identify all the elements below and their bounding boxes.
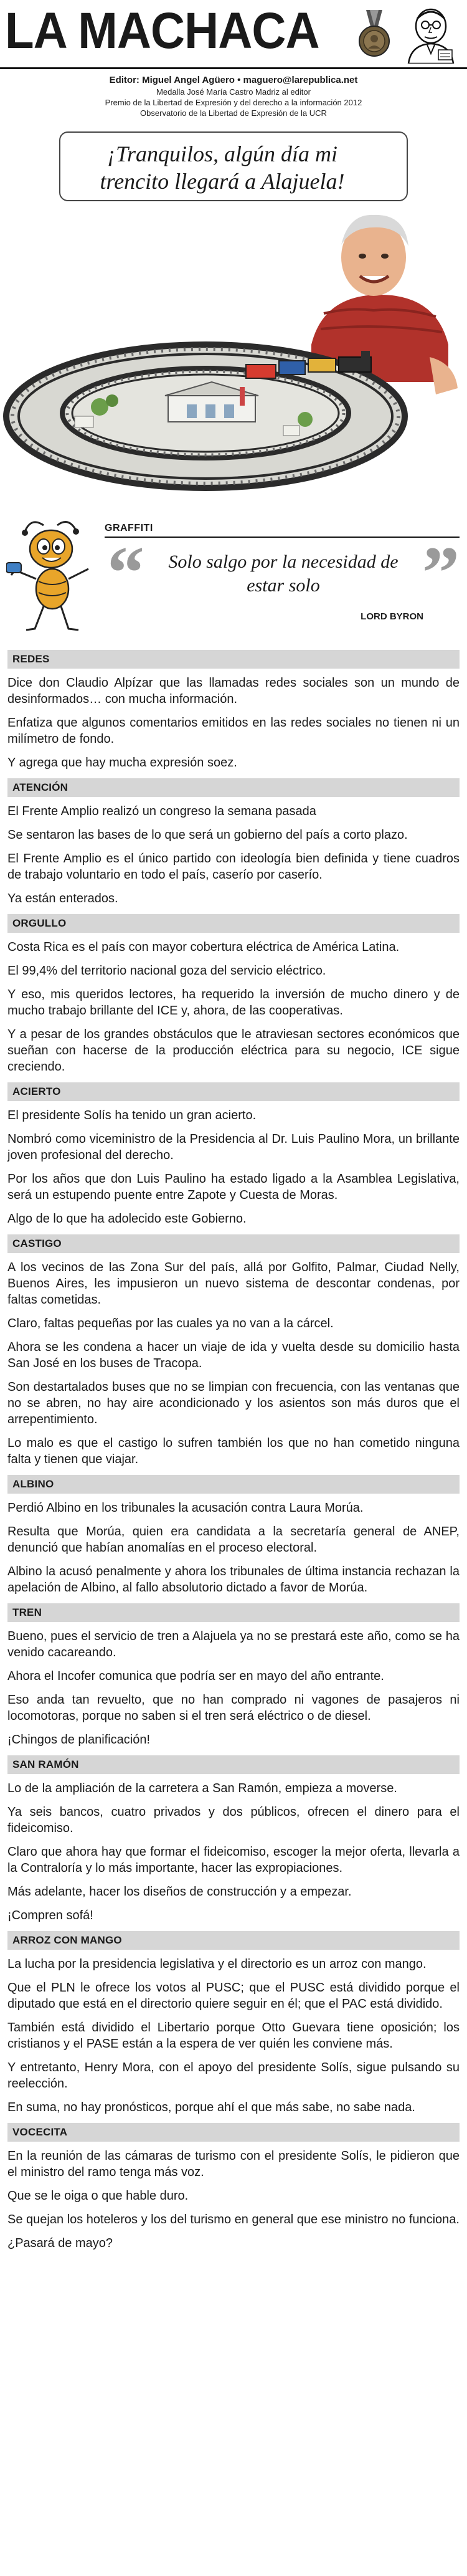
section-atención: [7, 778, 460, 907]
editor-caricature-icon: [400, 4, 462, 64]
column-sections: [0, 650, 467, 2251]
section-tren: [7, 1603, 460, 1748]
graffiti-quote: Solo salgo por la necesidad de estar solo: [168, 551, 399, 596]
section-castigo: [7, 1234, 460, 1467]
section-paragraph: Ya seis bancos, cuatro privados y dos públicos, ofrecen el dinero para el fideicomiso.: [7, 1805, 460, 1835]
masthead: [0, 0, 467, 69]
section-paragraph: Claro, faltas pequeñas por las cuales ya no van a la cárcel.: [7, 1317, 334, 1330]
section-paragraph: ¡Chingos de planificación!: [7, 1733, 151, 1747]
section-heading: ORGULLO: [7, 914, 460, 933]
section-paragraph: Y entretanto, Henry Mora, con el apoyo del presidente Solís, sigue pulsando su reelección.: [7, 2061, 460, 2091]
masthead-title: LA MACHACA: [5, 2, 319, 59]
section-paragraph: Que el PLN le ofrece los votos al PUSC; que el PUSC está dividido porque el diputado que está en el directorio quiere seguir en él; que el PAC está dividido.: [7, 1981, 460, 2011]
section-heading: ARROZ CON MANGO: [7, 1931, 460, 1950]
section-heading: REDES: [7, 650, 460, 669]
section-heading: ALBINO: [7, 1475, 460, 1494]
graffiti-label: GRAFFITI: [105, 523, 153, 533]
section-paragraph: ¿Pasará de mayo?: [7, 2236, 113, 2250]
section-arroz-con-mango: [7, 1931, 460, 2116]
section-paragraph: Ya están enterados.: [7, 892, 118, 905]
section-heading: SAN RAMÓN: [7, 1755, 460, 1774]
section-paragraph: Y a pesar de los grandes obstáculos que le atraviesan sectores económicos que sueñan con hacerse de la producción eléctrica para su negocio, ICE sigue creciendo.: [7, 1028, 460, 1074]
section-heading: ATENCIÓN: [7, 778, 460, 797]
section-paragraph: El presidente Solís ha tenido un gran acierto.: [7, 1109, 257, 1122]
section-paragraph: El Frente Amplio realizó un congreso la semana pasada: [7, 804, 316, 818]
section-paragraph: Y eso, mis queridos lectores, ha requerido la inversión de mucho dinero y de mucho trabajo brillante del ICE y, ahora, de las cooperativas.: [7, 988, 460, 1018]
section-paragraph: En suma, no hay pronósticos, porque ahí el que más sabe, no sabe nada.: [7, 2101, 415, 2114]
section-paragraph: ¡Compren sofá!: [7, 1909, 93, 1922]
graffiti-author: LORD BYRON: [361, 611, 423, 622]
headline-speech-box: [59, 131, 408, 201]
section-paragraph: La lucha por la presidencia legislativa y el directorio es un arroz con mango.: [7, 1957, 427, 1971]
headline-text: ¡Tranquilos, algún día mi trencito llegará a Alajuela!: [100, 141, 345, 194]
editor-line: Editor: Miguel Angel Agüero • maguero@larepublica.net: [109, 75, 358, 85]
toy-train-track-image: [0, 201, 467, 513]
editor-award-3: Observatorio de la Libertad de Expresión de la UCR: [140, 108, 327, 118]
graffiti-section: [0, 519, 467, 637]
section-paragraph: Enfatiza que algunos comentarios emitidos en las redes sociales no tienen ni un milímetro de fondo.: [7, 716, 460, 746]
section-paragraph: También está dividido el Libertario porque Otto Guevara tiene oposición; los cristianos y el PASE están a la espera de ver quién les conviene más.: [7, 2021, 460, 2051]
section-paragraph: Perdió Albino en los tribunales la acusación contra Laura Morúa.: [7, 1501, 364, 1515]
section-albino: [7, 1475, 460, 1596]
section-paragraph: El Frente Amplio es el único partido con ideología bien definida y tiene cuadros de trabajo voluntario en todo el país, caserío por caserío.: [7, 852, 460, 882]
editor-credits: [0, 69, 467, 131]
section-paragraph: Más adelante, hacer los diseños de construcción y a empezar.: [7, 1885, 352, 1899]
section-paragraph: Dice don Claudio Alpízar que las llamadas redes sociales son un mundo de desinformados… con mucha información.: [7, 676, 460, 706]
section-paragraph: Se quejan los hoteleros y los del turismo en general que ese ministro no funciona.: [7, 2213, 460, 2226]
section-vocecita: [7, 2123, 460, 2251]
section-heading: CASTIGO: [7, 1234, 460, 1253]
section-paragraph: Claro que ahora hay que formar el fideicomiso, escoger la mejor oferta, llevarla a la Contraloría y lo más importante, hacer las expropiaciones.: [7, 1845, 460, 1875]
graffiti-divider: [105, 537, 460, 538]
section-paragraph: Ahora el Incofer comunica que podría ser en mayo del año entrante.: [7, 1669, 384, 1683]
close-quote-icon: ”: [422, 531, 460, 614]
bug-mascot-icon: [6, 519, 100, 637]
section-paragraph: El 99,4% del territorio nacional goza del servicio eléctrico.: [7, 964, 326, 978]
editor-award-2: Premio de la Libertad de Expresión y del derecho a la información 2012: [105, 98, 362, 107]
section-paragraph: Se sentaron las bases de lo que será un gobierno del país a corto plazo.: [7, 828, 408, 842]
section-paragraph: Ahora se les condena a hacer un viaje de ida y vuelta desde su domicilio hasta San José en los buses de Tracopa.: [7, 1340, 460, 1370]
section-paragraph: Albino la acusó penalmente y ahora los tribunales de última instancia rechazan la apelación de Albino, al fallo absolutorio dictado a favor de Morúa.: [7, 1565, 460, 1595]
section-heading: TREN: [7, 1603, 460, 1622]
editor-award-1: Medalla José María Castro Madriz al editor: [156, 87, 311, 97]
section-paragraph: Algo de lo que ha adolecido este Gobierno.: [7, 1212, 247, 1226]
section-paragraph: Lo malo es que el castigo lo sufren también los que no han cometido ninguna falta y tienen que viajar.: [7, 1436, 460, 1466]
section-paragraph: Lo de la ampliación de la carretera a San Ramón, empieza a moverse.: [7, 1782, 397, 1795]
train-set-illustration: [0, 201, 467, 513]
section-paragraph: Por los años que don Luis Paulino ha estado ligado a la Asamblea Legislativa, será un estupendo puente entre Zapote y Cuesta de Moras.: [7, 1172, 460, 1202]
section-paragraph: Eso anda tan revuelto, que no han comprado ni vagones de pasajeros ni locomotoras, porque no saben si el tren será eléctrico o de diesel.: [7, 1693, 460, 1723]
section-paragraph: A los vecinos de las Zona Sur del país, allá por Golfito, Palmar, Ciudad Nelly, Buenos Aires, les impusieron un nuevo sistema de descontar condenas, por faltas cometidas.: [7, 1261, 460, 1307]
section-paragraph: Resulta que Morúa, quien era candidata a la secretaría general de ANEP, denunció que habían anomalías en el proceso electoral.: [7, 1525, 460, 1555]
section-san-ramón: [7, 1755, 460, 1924]
section-paragraph: Bueno, pues el servicio de tren a Alajuela ya no se prestará este año, como se ha venido cacareando.: [7, 1629, 460, 1659]
section-paragraph: En la reunión de las cámaras de turismo con el presidente Solís, le pidieron que el ministro del ramo tenga más voz.: [7, 2149, 460, 2179]
medal-icon: [357, 10, 391, 59]
open-quote-icon: “: [107, 531, 144, 614]
section-heading: ACIERTO: [7, 1082, 460, 1101]
section-redes: [7, 650, 460, 771]
section-paragraph: Costa Rica es el país con mayor cobertura eléctrica de América Latina.: [7, 940, 400, 954]
section-paragraph: Nombró como viceministro de la Presidencia al Dr. Luis Paulino Mora, un brillante joven profesional del derecho.: [7, 1132, 460, 1162]
section-paragraph: Y agrega que hay mucha expresión soez.: [7, 756, 237, 770]
section-orgullo: [7, 914, 460, 1075]
section-paragraph: Son destartalados buses que no se limpian con frecuencia, con las ventanas que no se abren, no hay aire acondicionado y los asientos son más duros que el arrepentimiento.: [7, 1380, 460, 1426]
section-heading: VOCECITA: [7, 2123, 460, 2142]
section-paragraph: Que se le oiga o que hable duro.: [7, 2189, 189, 2203]
section-acierto: [7, 1082, 460, 1227]
